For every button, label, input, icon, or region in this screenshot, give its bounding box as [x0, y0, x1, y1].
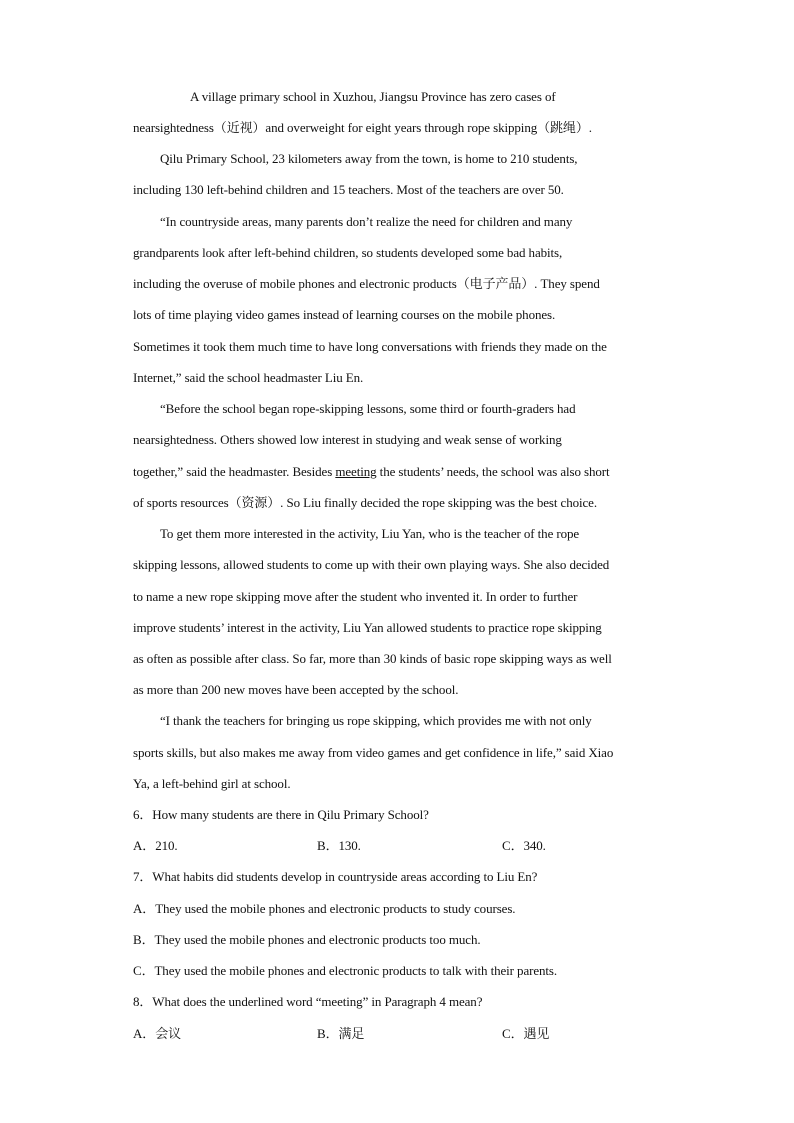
- underlined-word-meeting: meeting: [335, 464, 377, 479]
- question-8-option-a[interactable]: A．会议: [133, 1026, 181, 1041]
- paragraph-5-line-4: improve students’ interest in the activity, Liu Yan allowed students to practice rope skipping: [133, 620, 602, 635]
- paragraph-3-line-3: including the overuse of mobile phones and electronic products（电子产品）. They spend: [133, 276, 600, 291]
- paragraph-1-line-1: A village primary school in Xuzhou, Jiangsu Province has zero cases of: [190, 89, 556, 104]
- paragraph-4-line-3: [133, 464, 610, 480]
- question-7-option-a[interactable]: A．They used the mobile phones and electronic products to study courses.: [133, 901, 516, 916]
- paragraph-4-line-3-post: the students’ needs, the school was also short: [376, 464, 610, 479]
- paragraph-5-line-2: skipping lessons, allowed students to come up with their own playing ways. She also decided: [133, 557, 610, 572]
- question-8-stem: 8．What does the underlined word “meeting” in Paragraph 4 mean?: [133, 994, 483, 1009]
- paragraph-4-line-4: of sports resources（资源）. So Liu finally decided the rope skipping was the best choice.: [133, 495, 597, 510]
- paragraph-6-line-1: “I thank the teachers for bringing us rope skipping, which provides me with not only: [160, 713, 592, 728]
- question-7-option-c[interactable]: C．They used the mobile phones and electronic products to talk with their parents.: [133, 963, 558, 978]
- question-6-option-b[interactable]: B．130.: [317, 838, 361, 853]
- paragraph-3-line-5: Sometimes it took them much time to have long conversations with friends they made on the: [133, 339, 607, 354]
- paragraph-3-line-1: “In countryside areas, many parents don’t realize the need for children and many: [160, 214, 573, 229]
- question-6-option-a[interactable]: A．210.: [133, 838, 178, 853]
- paragraph-3-line-4: lots of time playing video games instead of learning courses on the mobile phones.: [133, 307, 556, 322]
- question-6-stem: 6．How many students are there in Qilu Primary School?: [133, 807, 429, 822]
- paragraph-4-line-1: “Before the school began rope-skipping lessons, some third or fourth-graders had: [160, 401, 576, 416]
- paragraph-2-line-1: Qilu Primary School, 23 kilometers away from the town, is home to 210 students,: [160, 151, 578, 166]
- paragraph-2-line-2: including 130 left-behind children and 15 teachers. Most of the teachers are over 50.: [133, 182, 564, 197]
- paragraph-3-line-6: Internet,” said the school headmaster Liu En.: [133, 370, 364, 385]
- question-7-option-b[interactable]: B．They used the mobile phones and electronic products too much.: [133, 932, 481, 947]
- paragraph-6-line-2: sports skills, but also makes me away from video games and get confidence in life,” said Xiao: [133, 745, 614, 760]
- paragraph-5-line-3: to name a new rope skipping move after the student who invented it. In order to further: [133, 589, 578, 604]
- paragraph-1-line-2: nearsightedness（近视）and overweight for eight years through rope skipping（跳绳）.: [133, 120, 592, 135]
- question-6-option-c[interactable]: C．340.: [502, 838, 546, 853]
- paragraph-3-line-2: grandparents look after left-behind children, so students developed some bad habits,: [133, 245, 563, 260]
- paragraph-4-line-3-pre: together,” said the headmaster. Besides: [133, 464, 336, 479]
- question-8-option-b[interactable]: B．满足: [317, 1026, 365, 1041]
- question-7-stem: 7．What habits did students develop in countryside areas according to Liu En?: [133, 869, 538, 884]
- paragraph-5-line-5: as often as possible after class. So far, more than 30 kinds of basic rope skipping ways as well: [133, 651, 612, 666]
- paragraph-4-line-2: nearsightedness. Others showed low interest in studying and weak sense of working: [133, 432, 562, 447]
- question-8-option-c[interactable]: C．遇见: [502, 1026, 550, 1041]
- paragraph-5-line-6: as more than 200 new moves have been accepted by the school.: [133, 682, 459, 697]
- paragraph-6-line-3: Ya, a left-behind girl at school.: [133, 776, 291, 791]
- paragraph-5-line-1: To get them more interested in the activity, Liu Yan, who is the teacher of the rope: [160, 526, 580, 541]
